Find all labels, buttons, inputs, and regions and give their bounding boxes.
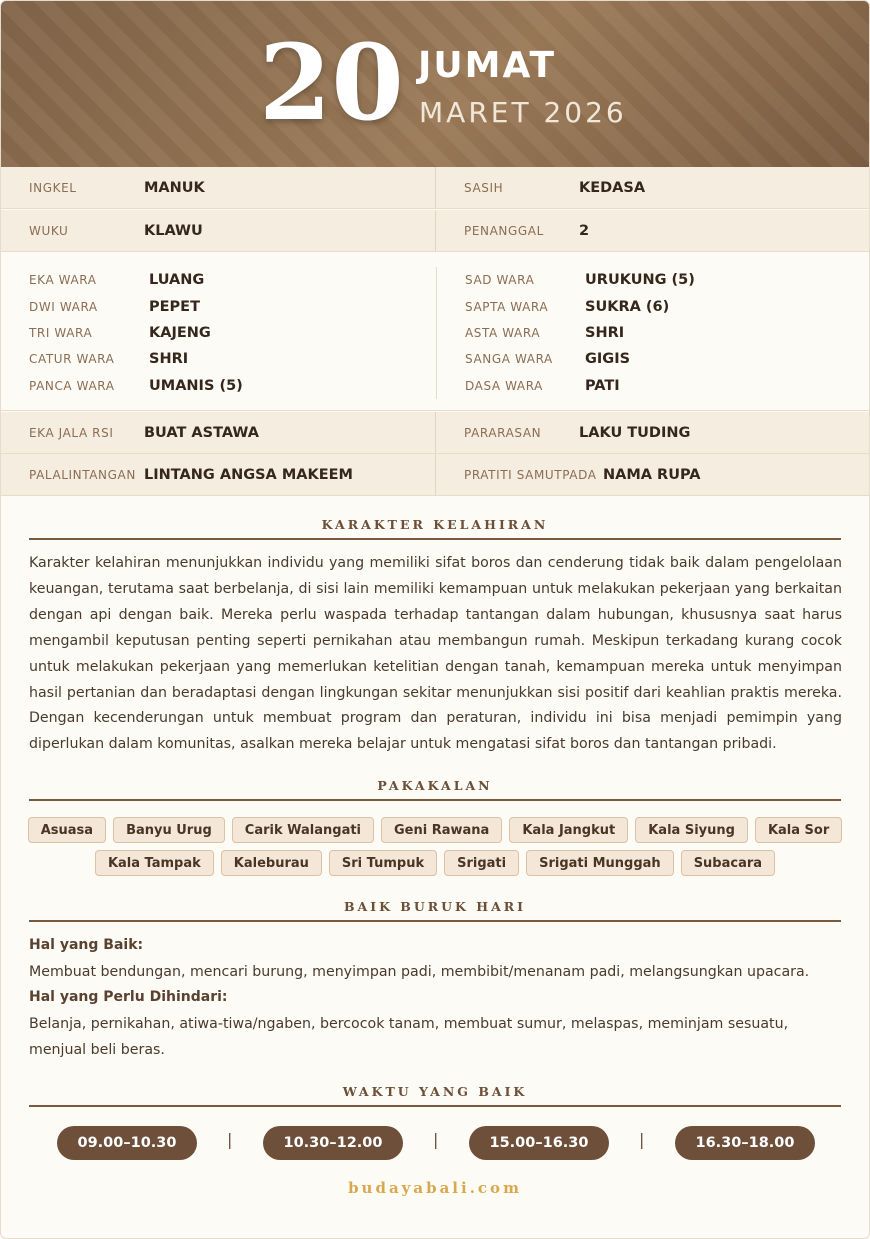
- wara-row: [465, 373, 836, 399]
- waktu-divider: [29, 1105, 841, 1107]
- site-footer: budayabali.com: [348, 1179, 522, 1197]
- wara-value: GIGIS: [585, 351, 631, 368]
- date-header: [1, 1, 869, 167]
- month-year: MARET 2026: [419, 96, 627, 129]
- wuku-label: WUKU: [29, 223, 69, 238]
- baik-buruk-title: BAIK BURUK HARI: [343, 899, 527, 914]
- wara-value: SHRI: [149, 351, 189, 368]
- penanggal-cell: [435, 210, 869, 251]
- wara-label: ASTA WARA: [465, 325, 541, 340]
- wara-value: UMANIS (5): [149, 377, 243, 394]
- eka-jala-rsi-cell: [1, 412, 435, 453]
- pakakalan-tag: Kala Tampak: [95, 850, 214, 876]
- wara-label: SANGA WARA: [465, 352, 553, 367]
- time-slot: 10.30–12.00: [263, 1126, 403, 1160]
- sasih-value: KEDASA: [579, 179, 646, 196]
- wara-row: [465, 320, 836, 346]
- avoid-things-text: Belanja, pernikahan, atiwa-tiwa/ngaben, bercocok tanam, membuat sumur, melaspas, meminjam sesuatu, menjual beli beras.: [29, 1016, 789, 1058]
- avoid-things-label: Hal yang Perlu Dihindari:: [29, 989, 228, 1005]
- pararasan-cell: [435, 412, 869, 453]
- palalintangan-label: PALALINTANGAN: [29, 467, 136, 482]
- wara-label: TRI WARA: [29, 325, 93, 340]
- pakakalan-tag: Kala Sor: [755, 817, 842, 843]
- pararasan-value: LAKU TUDING: [579, 424, 691, 441]
- info-row-wuku-penanggal: [1, 210, 869, 252]
- wara-label: EKA WARA: [29, 273, 97, 288]
- wara-label: PANCA WARA: [29, 378, 115, 393]
- wara-row: [29, 267, 429, 293]
- karakter-text: Karakter kelahiran menunjukkan individu yang memiliki sifat boros dan cenderung tidak baik dalam pengelolaan keuangan, terutama saat berbelanja, di sisi lain memiliki kemampuan untuk melakukan pekerjaan yang berkaitan dengan api dengan baik. Mereka perlu waspada terhadap tantangan dalam hubungan, khususnya saat harus mengambil keputusan penting seperti pernikahan atau membangun rumah. Meskipun terkadang kurang cocok untuk melakukan pekerjaan yang memerlukan ketelitian dengan tanah, kemampuan mereka untuk menyimpan hasil pertanian dan beradaptasi dengan lingkungan sekitar menunjukkan sisi positif dari keahlian praktis mereka. Dengan kecenderungan untuk membuat program dan peraturan, individu ini bisa menjadi pemimpin yang diperlukan dalam komunitas, asalkan mereka belajar untuk mengatasi sifat boros dan tantangan pribadi.: [29, 555, 842, 753]
- wara-value: SUKRA (6): [585, 298, 670, 315]
- wara-value: SHRI: [585, 324, 625, 341]
- eka-jala-rsi-value: BUAT ASTAWA: [144, 424, 259, 441]
- karakter-title: KARAKTER KELAHIRAN: [321, 517, 549, 532]
- time-separator: |: [227, 1130, 233, 1149]
- wara-label: SAPTA WARA: [465, 299, 549, 314]
- wara-label: CATUR WARA: [29, 352, 115, 367]
- info-row-eka-jala-rsi: [1, 412, 869, 454]
- pakakalan-tag: Asuasa: [28, 817, 106, 843]
- pakakalan-title: PAKAKALAN: [377, 778, 493, 793]
- pakakalan-divider: [29, 799, 841, 801]
- pratiti-value: NAMA RUPA: [603, 466, 701, 483]
- wara-row: [465, 346, 836, 372]
- pakakalan-tag: Sri Tumpuk: [329, 850, 437, 876]
- pararasan-label: PARARASAN: [464, 425, 542, 440]
- wara-row: [29, 346, 429, 372]
- penanggal-label: PENANGGAL: [464, 223, 544, 238]
- wara-value: URUKUNG (5): [585, 272, 695, 289]
- sasih-cell: [435, 167, 869, 208]
- waktu-title: WAKTU YANG BAIK: [342, 1084, 528, 1099]
- wara-value: PATI: [585, 377, 620, 394]
- info-row-palalintangan: [1, 454, 869, 496]
- palalintangan-value: LINTANG ANGSA MAKEEM: [144, 466, 353, 483]
- time-slot: 15.00–16.30: [469, 1126, 609, 1160]
- wara-row: [465, 267, 836, 293]
- wara-row: [29, 320, 429, 346]
- pratiti-label: PRATITI SAMUTPADA: [464, 467, 597, 482]
- wara-row: [29, 293, 429, 319]
- eka-jala-rsi-label: EKA JALA RSI: [29, 425, 114, 440]
- wara-label: DWI WARA: [29, 299, 98, 314]
- ingkel-cell: [1, 167, 435, 208]
- pakakalan-tag: Banyu Urug: [113, 817, 225, 843]
- wara-block: [1, 255, 869, 411]
- karakter-divider: [29, 538, 841, 540]
- day-number: 20: [259, 21, 404, 144]
- wara-label: SAD WARA: [465, 273, 535, 288]
- wuku-value: KLAWU: [144, 222, 203, 239]
- wara-left-column: [29, 267, 429, 399]
- pakakalan-tag: Carik Walangati: [232, 817, 374, 843]
- palalintangan-cell: [1, 454, 435, 495]
- wara-value: KAJENG: [149, 324, 211, 341]
- wara-right-column: [436, 267, 836, 399]
- penanggal-value: 2: [579, 222, 590, 239]
- pakakalan-tag: Kala Siyung: [635, 817, 748, 843]
- pakakalan-tag: Kaleburau: [221, 850, 322, 876]
- ingkel-label: INGKEL: [29, 180, 77, 195]
- pakakalan-tag: Srigati Munggah: [526, 850, 674, 876]
- wara-label: DASA WARA: [465, 378, 543, 393]
- pakakalan-tag: Srigati: [444, 850, 519, 876]
- info-row-ingkel-sasih: [1, 167, 869, 209]
- ingkel-value: MANUK: [144, 179, 205, 196]
- good-things-label: Hal yang Baik:: [29, 937, 144, 953]
- wara-row: [29, 373, 429, 399]
- pakakalan-tag: Subacara: [681, 850, 775, 876]
- pakakalan-row-2: [1, 850, 869, 876]
- pakakalan-tag: Geni Rawana: [381, 817, 502, 843]
- wuku-cell: [1, 210, 435, 251]
- weekday: JUMAT: [418, 45, 557, 86]
- time-slot: 16.30–18.00: [675, 1126, 815, 1160]
- wara-row: [465, 293, 836, 319]
- baik-buruk-divider: [29, 920, 841, 922]
- time-slot: 09.00–10.30: [57, 1126, 197, 1160]
- pakakalan-row-1: [1, 817, 869, 843]
- sasih-label: SASIH: [464, 180, 504, 195]
- wara-value: LUANG: [149, 272, 205, 289]
- time-separator: |: [433, 1130, 439, 1149]
- pratiti-cell: [435, 454, 869, 495]
- good-things-text: Membuat bendungan, mencari burung, menyimpan padi, membibit/menanam padi, melangsungkan upacara.: [29, 964, 810, 980]
- time-separator: |: [639, 1130, 645, 1149]
- wara-value: PEPET: [149, 298, 200, 315]
- pakakalan-tag: Kala Jangkut: [509, 817, 628, 843]
